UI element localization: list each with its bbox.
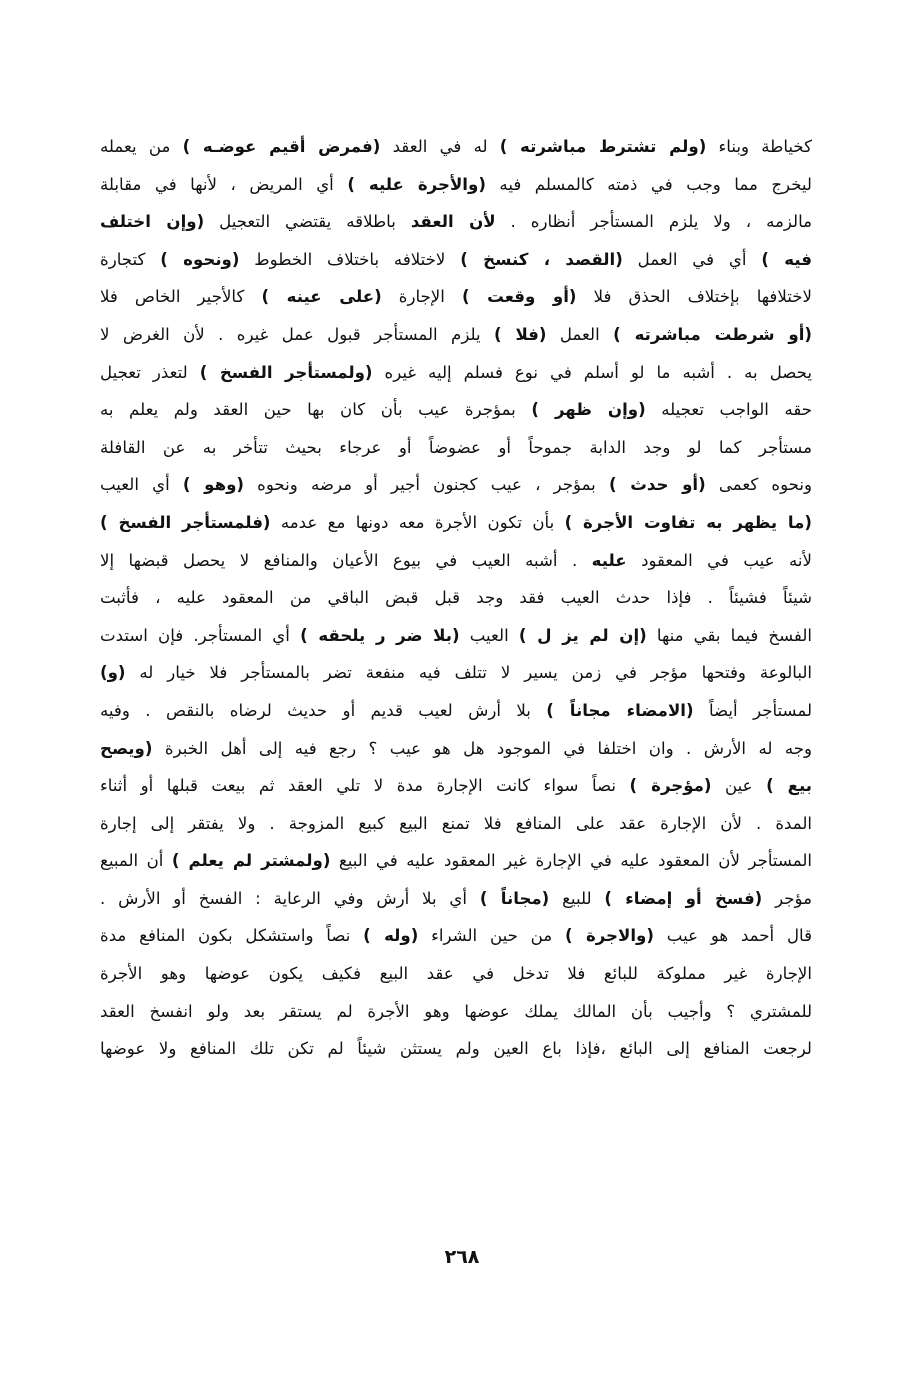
text-segment: الإجارة غير مملوكة للبائع فلا تدخل في عقد البيع فكيف يكون عوضها وهو الأجرة — [100, 964, 812, 984]
bold-text-segment: (ونحوه ) — [160, 249, 240, 269]
bold-text-segment: (وإن ظهر ) — [531, 400, 646, 420]
text-segment: . أشبه العيب في بيوع الأعيان والمنافع لا يحصل قبضها إلا — [100, 550, 592, 570]
text-segment: أي العيب — [100, 475, 183, 495]
bold-text-segment: (فمرض أقيم عوضـه ) — [182, 137, 381, 156]
text-segment: لاختلافه باختلاف الخطوط — [239, 249, 461, 269]
bold-text-segment: (و) — [100, 663, 126, 683]
bold-text-segment: (ولم تشترط مباشرته ) — [499, 137, 707, 156]
bold-text-segment: (بلا ضر ر يلحقه ) — [300, 625, 460, 645]
bold-text-segment: (مؤجرة ) — [629, 776, 712, 796]
bold-text-segment: (وهو ) — [182, 475, 244, 495]
bold-text-segment: (إن لم يز ل ) — [518, 625, 647, 645]
text-segment: الإجارة — [381, 287, 462, 307]
text-line — [100, 1030, 812, 1068]
bold-text-segment: (فلمستأجر الفسخ ) — [100, 512, 271, 532]
bold-text-segment: (ما يظهر به تفاوت الأجرة ) — [564, 512, 812, 532]
bold-text-segment: (مجاناً ) — [479, 888, 550, 908]
text-segment: لمستأجر أيضاً — [693, 700, 812, 720]
bold-text-segment: (فلا ) — [493, 324, 547, 344]
text-segment: مؤجر — [762, 888, 812, 908]
text-segment: لتعذر تعجيل — [100, 362, 200, 382]
text-segment: بأن تكون الأجرة معه دونها مع عدمه — [270, 512, 565, 532]
text-line — [100, 504, 812, 542]
text-line — [100, 880, 812, 918]
bold-text-segment: (ولمستأجر الفسخ ) — [199, 362, 373, 382]
text-segment: كتجارة — [100, 249, 161, 269]
text-segment: للبيع — [549, 888, 605, 908]
text-segment: ليخرج مما وجب في ذمته كالمسلم فيه — [485, 174, 812, 194]
text-line — [100, 654, 812, 692]
text-line — [100, 128, 812, 166]
bold-text-segment: (ولمشتر لم يعلم ) — [171, 851, 331, 871]
text-line — [100, 429, 812, 467]
text-segment: عين — [711, 776, 767, 796]
text-segment: يحصل به . أشبه ما لو أسلم في نوع فسلم إليه غيره — [372, 362, 812, 382]
text-line — [100, 241, 812, 279]
text-segment: وجه له الأرش . وان اختلفا في الموجود هل هو عيب ؟ رجع فيه إلى أهل الخبرة — [152, 738, 812, 758]
text-segment: العمل — [546, 324, 614, 344]
bold-text-segment: عليه — [591, 550, 627, 570]
text-segment: العيب — [459, 625, 519, 645]
bold-text-segment: (فسخ أو إمضاء ) — [604, 888, 763, 908]
text-segment: باطلاقه يقتضي التعجيل — [204, 212, 411, 232]
text-segment: كخياطة وبناء — [706, 137, 812, 156]
bold-text-segment: بيع ) — [766, 776, 812, 796]
text-segment: أي المستأجر. فإن استدت — [100, 625, 301, 645]
text-line — [100, 542, 812, 580]
text-segment: الفسخ فيما بقي منها — [646, 625, 812, 645]
text-segment: نصاً واستشكل بكون المنافع مدة — [100, 926, 364, 946]
bold-text-segment: (أو وقعت ) — [461, 287, 577, 307]
text-line — [100, 805, 812, 843]
text-segment: من يعمله — [100, 137, 183, 156]
bold-text-segment: (القصد ، كنسخ ) — [460, 249, 623, 269]
text-segment: يلزم المستأجر قبول عمل غيره . لأن الغرض لا — [100, 324, 494, 344]
text-line — [100, 466, 812, 504]
text-segment: لاختلافها بإختلاف الحذق فلا — [576, 287, 812, 307]
text-line — [100, 993, 812, 1031]
page-number: ٢٦٨ — [444, 1246, 480, 1268]
text-segment: له في العقد — [380, 137, 500, 156]
bold-text-segment: (والاجرة ) — [565, 926, 654, 946]
text-segment: أي في العمل — [622, 249, 762, 269]
bold-text-segment: (أو شرطت مباشرته ) — [613, 324, 812, 344]
text-line — [100, 278, 812, 316]
body-text — [100, 128, 812, 1068]
text-line — [100, 692, 812, 730]
text-line — [100, 617, 812, 655]
text-segment: أن المبيع — [100, 851, 172, 871]
text-line — [100, 316, 812, 354]
text-segment: ونحوه كعمى — [705, 475, 812, 495]
bold-text-segment: (والأجرة عليه ) — [347, 174, 486, 194]
bold-text-segment: فيه ) — [761, 249, 812, 269]
text-segment: المستأجر لأن المعقود عليه في الإجارة غير المعقود عليه في البيع — [330, 851, 812, 871]
text-segment: لأنه عيب في المعقود — [626, 550, 812, 570]
bold-text-segment: (وإن اختلف — [100, 212, 205, 232]
text-segment: المدة . لأن الإجارة عقد على المنافع فلا تمنع البيع كبيع المزوجة . ولا يفتقر إلى إجارة — [100, 813, 812, 833]
bold-text-segment: (الامضاء مجاناً ) — [546, 700, 694, 720]
text-line — [100, 955, 812, 993]
text-segment: بمؤجرة عيب بأن كان بها حين العقد ولم يعلم به — [100, 400, 532, 420]
text-segment: شيئاً فشيئاً . فإذا حدث العيب فقد وجد قبل قبض الباقي من المعقود عليه ، فأثبت — [100, 588, 812, 608]
text-segment: بمؤجر ، عيب كجنون أجير أو مرضه ونحوه — [244, 475, 609, 495]
text-segment: قال أحمد هو عيب — [653, 926, 812, 946]
text-segment: من حين الشراء — [418, 926, 566, 946]
text-segment: البالوعة وفتحها مؤجر في زمن يسير لا تتلف فيه منفعة تضر بالمستأجر فلا خيار له — [125, 663, 812, 683]
text-segment: أي المريض ، لأنها في مقابلة — [100, 174, 348, 194]
bold-text-segment: (أو حدث ) — [608, 475, 706, 495]
text-segment: مستأجر كما لو وجد الدابة جموحاً أو عضوضاً أو عرجاء بحيث تتأخر به عن القافلة — [100, 437, 812, 457]
text-segment: بلا أرش لعيب قديم أو حديث لرضاه بالنقص . وفيه — [100, 700, 547, 720]
text-segment: مالزمه ، ولا يلزم المستأجر أنظاره . — [495, 212, 812, 232]
text-line — [100, 730, 812, 768]
text-line — [100, 166, 812, 204]
text-segment: لرجعت المنافع إلى البائع ،فإذا باع العين ولم يستثن شيئاً لم تكن تلك المنافع ولا عوضها — [100, 1039, 812, 1059]
text-line — [100, 354, 812, 392]
bold-text-segment: (وله ) — [363, 926, 419, 946]
bold-text-segment: لأن العقد — [410, 212, 496, 232]
text-segment: نصاً سواء كانت الإجارة مدة لا تلي العقد ثم بيعت قبلها أو أثناء — [100, 776, 630, 796]
text-line — [100, 579, 812, 617]
text-segment: أي بلا أرش وفي الرعاية : الفسخ أو الأرش . — [100, 888, 480, 908]
bold-text-segment: (على عينه ) — [261, 287, 382, 307]
text-segment: حقه الواجب تعجيله — [645, 400, 812, 420]
text-line — [100, 203, 812, 241]
text-segment: كالأجير الخاص فلا — [100, 287, 262, 307]
text-line — [100, 391, 812, 429]
text-line — [100, 767, 812, 805]
bold-text-segment: (ويصح — [100, 738, 153, 758]
text-line — [100, 842, 812, 880]
text-segment: للمشتري ؟ وأجيب بأن المالك يملك عوضها وهو الأجرة لم يستقر بعد ولو انفسخ العقد — [100, 1001, 812, 1021]
text-line — [100, 917, 812, 955]
